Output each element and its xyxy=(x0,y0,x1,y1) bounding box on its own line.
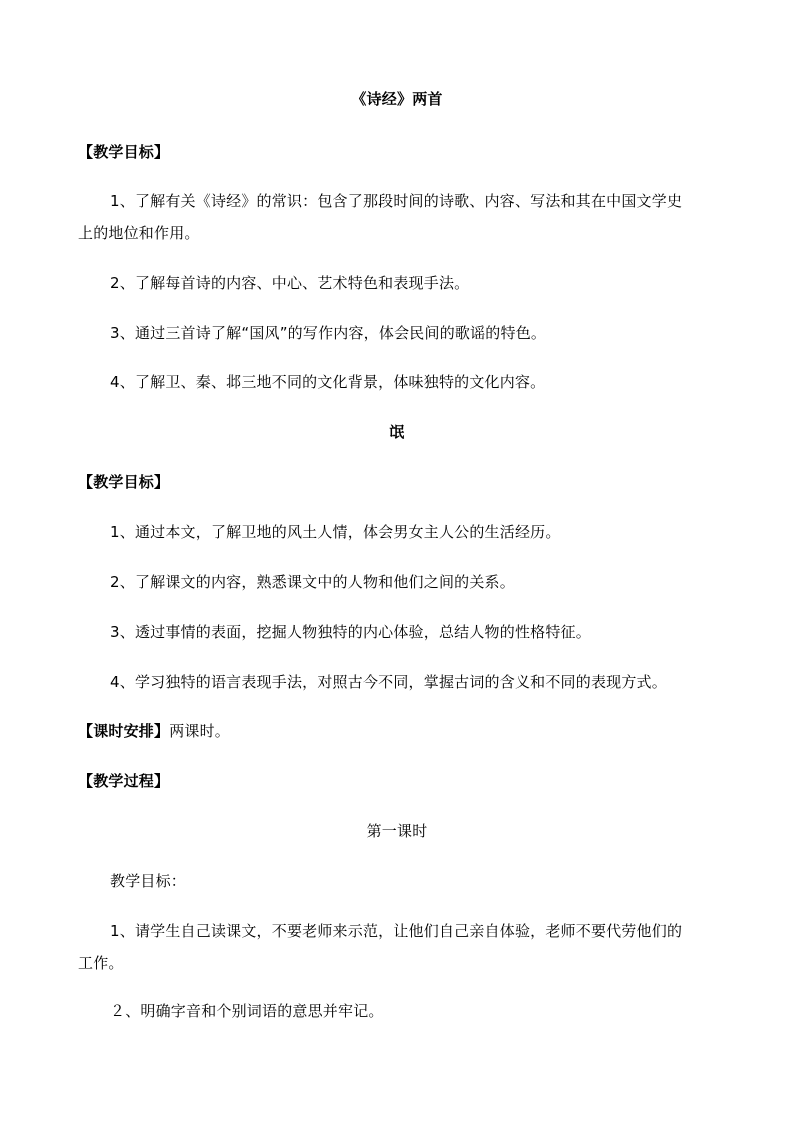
section1-item-3: 3、通过三首诗了解“国风”的写作内容，体会民间的歌谣的特色。 xyxy=(110,324,547,342)
section1-item-1-line1: 1、了解有关《诗经》的常识：包含了那段时间的诗歌、内容、写法和其在中国文学史 xyxy=(110,192,683,210)
section2-item-4: 4、学习独特的语言表现手法，对照古今不同，掌握古词的含义和不同的表现方式。 xyxy=(110,673,667,691)
section1-item-2: 2、了解每首诗的内容、中心、艺术特色和表现手法。 xyxy=(110,274,470,292)
poem-subtitle: 氓 xyxy=(389,423,405,441)
goals-label: 教学目标： xyxy=(110,872,187,890)
section2-item-1: 1、通过本文，了解卫地的风土人情，体会男女主人公的生活经历。 xyxy=(110,523,561,541)
schedule-value: 两课时。 xyxy=(169,722,231,740)
document-title: 《诗经》两首 xyxy=(351,90,443,108)
section2-item-2: 2、了解课文的内容，熟悉课文中的人物和他们之间的关系。 xyxy=(110,573,515,591)
section1-heading: 【教学目标】 xyxy=(78,143,170,161)
section2-heading: 【教学目标】 xyxy=(78,473,170,491)
lesson-item-1-line2: 工作。 xyxy=(78,954,124,972)
section2-item-3: 3、透过事情的表面，挖掘人物独特的内心体验，总结人物的性格特征。 xyxy=(110,623,591,641)
schedule-line xyxy=(78,721,230,741)
section1-item-4: 4、了解卫、秦、邶三地不同的文化背景，体味独特的文化内容。 xyxy=(110,373,546,391)
lesson-item-2: ２、明确字音和个别词语的意思并牢记。 xyxy=(110,1002,384,1020)
lesson-title: 第一课时 xyxy=(366,822,428,840)
process-heading: 【教学过程】 xyxy=(78,772,170,790)
lesson-item-1-line1: 1、请学生自己读课文，不要老师来示范，让他们自己亲自体验，老师不要代劳他们的 xyxy=(110,922,683,940)
section1-item-1-line2: 上的地位和作用。 xyxy=(78,224,200,242)
schedule-label: 【课时安排】 xyxy=(78,722,170,740)
